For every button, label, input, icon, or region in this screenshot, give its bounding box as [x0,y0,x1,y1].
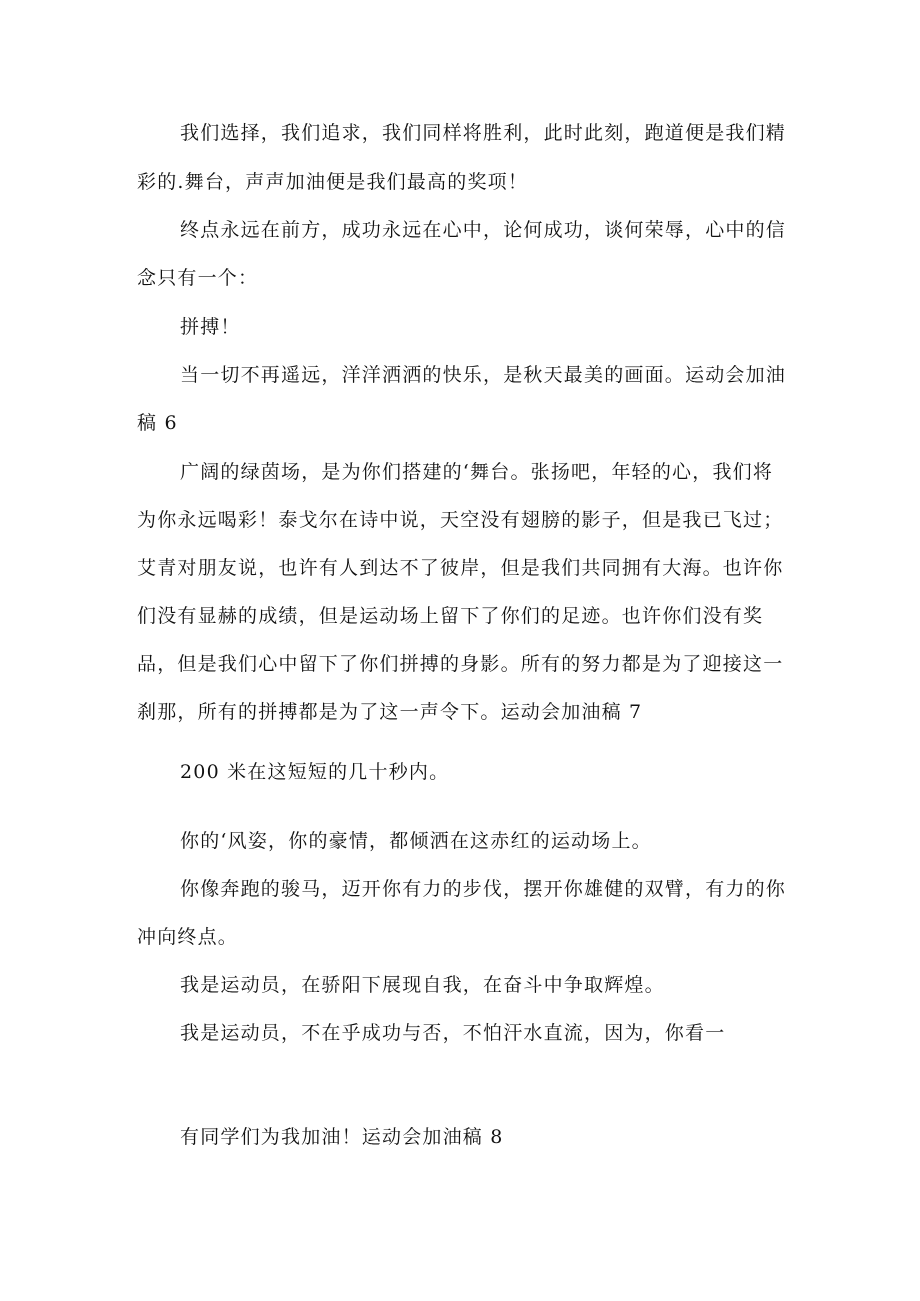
paragraph-line: 终点永远在前方，成功永远在心中，论何成功，谈何荣辱，心中的信 [180,219,787,241]
paragraph-line: 刹那，所有的拼搏都是为了这一声令下。运动会加油稿 7 [137,701,643,723]
paragraph-line: 拼搏！ [180,316,241,338]
paragraph-line: 品，但是我们心中留下了你们拼搏的身影。所有的努力都是为了迎接这一 [137,653,784,675]
paragraph-line: 我是运动员，不在乎成功与否，不怕汗水直流，因为，你看一 [180,1022,726,1044]
paragraph-line: 200 米在这短短的几十秒内。 [180,761,450,783]
section-heading: 稿 6 [137,412,178,434]
paragraph-line: 们没有显赫的成绩，但是运动场上留下了你们的足迹。也许你们没有奖 [137,605,764,627]
paragraph-line: 彩的.舞台，声声加油便是我们最高的奖项！ [137,171,529,193]
paragraph-line: 我们选择，我们追求，我们同样将胜利，此时此刻，跑道便是我们精 [180,122,787,144]
paragraph-line: 冲向终点。 [137,926,239,948]
paragraph-line: 当一切不再遥远，洋洋洒洒的快乐，是秋天最美的画面。运动会加油 [180,364,787,386]
paragraph-line: 念只有一个： [137,267,259,289]
paragraph-line: 广阔的绿茵场，是为你们搭建的‘舞台。张扬吧，年轻的心，我们将 [180,461,774,483]
paragraph-line: 你像奔跑的骏马，迈开你有力的步伐，摆开你雄健的双臂，有力的你 [180,878,787,900]
paragraph-line: 我是运动员，在骄阳下展现自我，在奋斗中争取辉煌。 [180,974,665,996]
paragraph-line: 艾青对朋友说，也许有人到达不了彼岸，但是我们共同拥有大海。也许你 [137,557,784,579]
paragraph-line: 为你永远喝彩！泰戈尔在诗中说，天空没有翅膀的影子，但是我已飞过； [137,509,784,531]
paragraph-line: 有同学们为我加油！运动会加油稿 8 [180,1126,504,1148]
paragraph-line: 你的‘风姿，你的豪情，都倾洒在这赤红的运动场上。 [180,830,652,852]
